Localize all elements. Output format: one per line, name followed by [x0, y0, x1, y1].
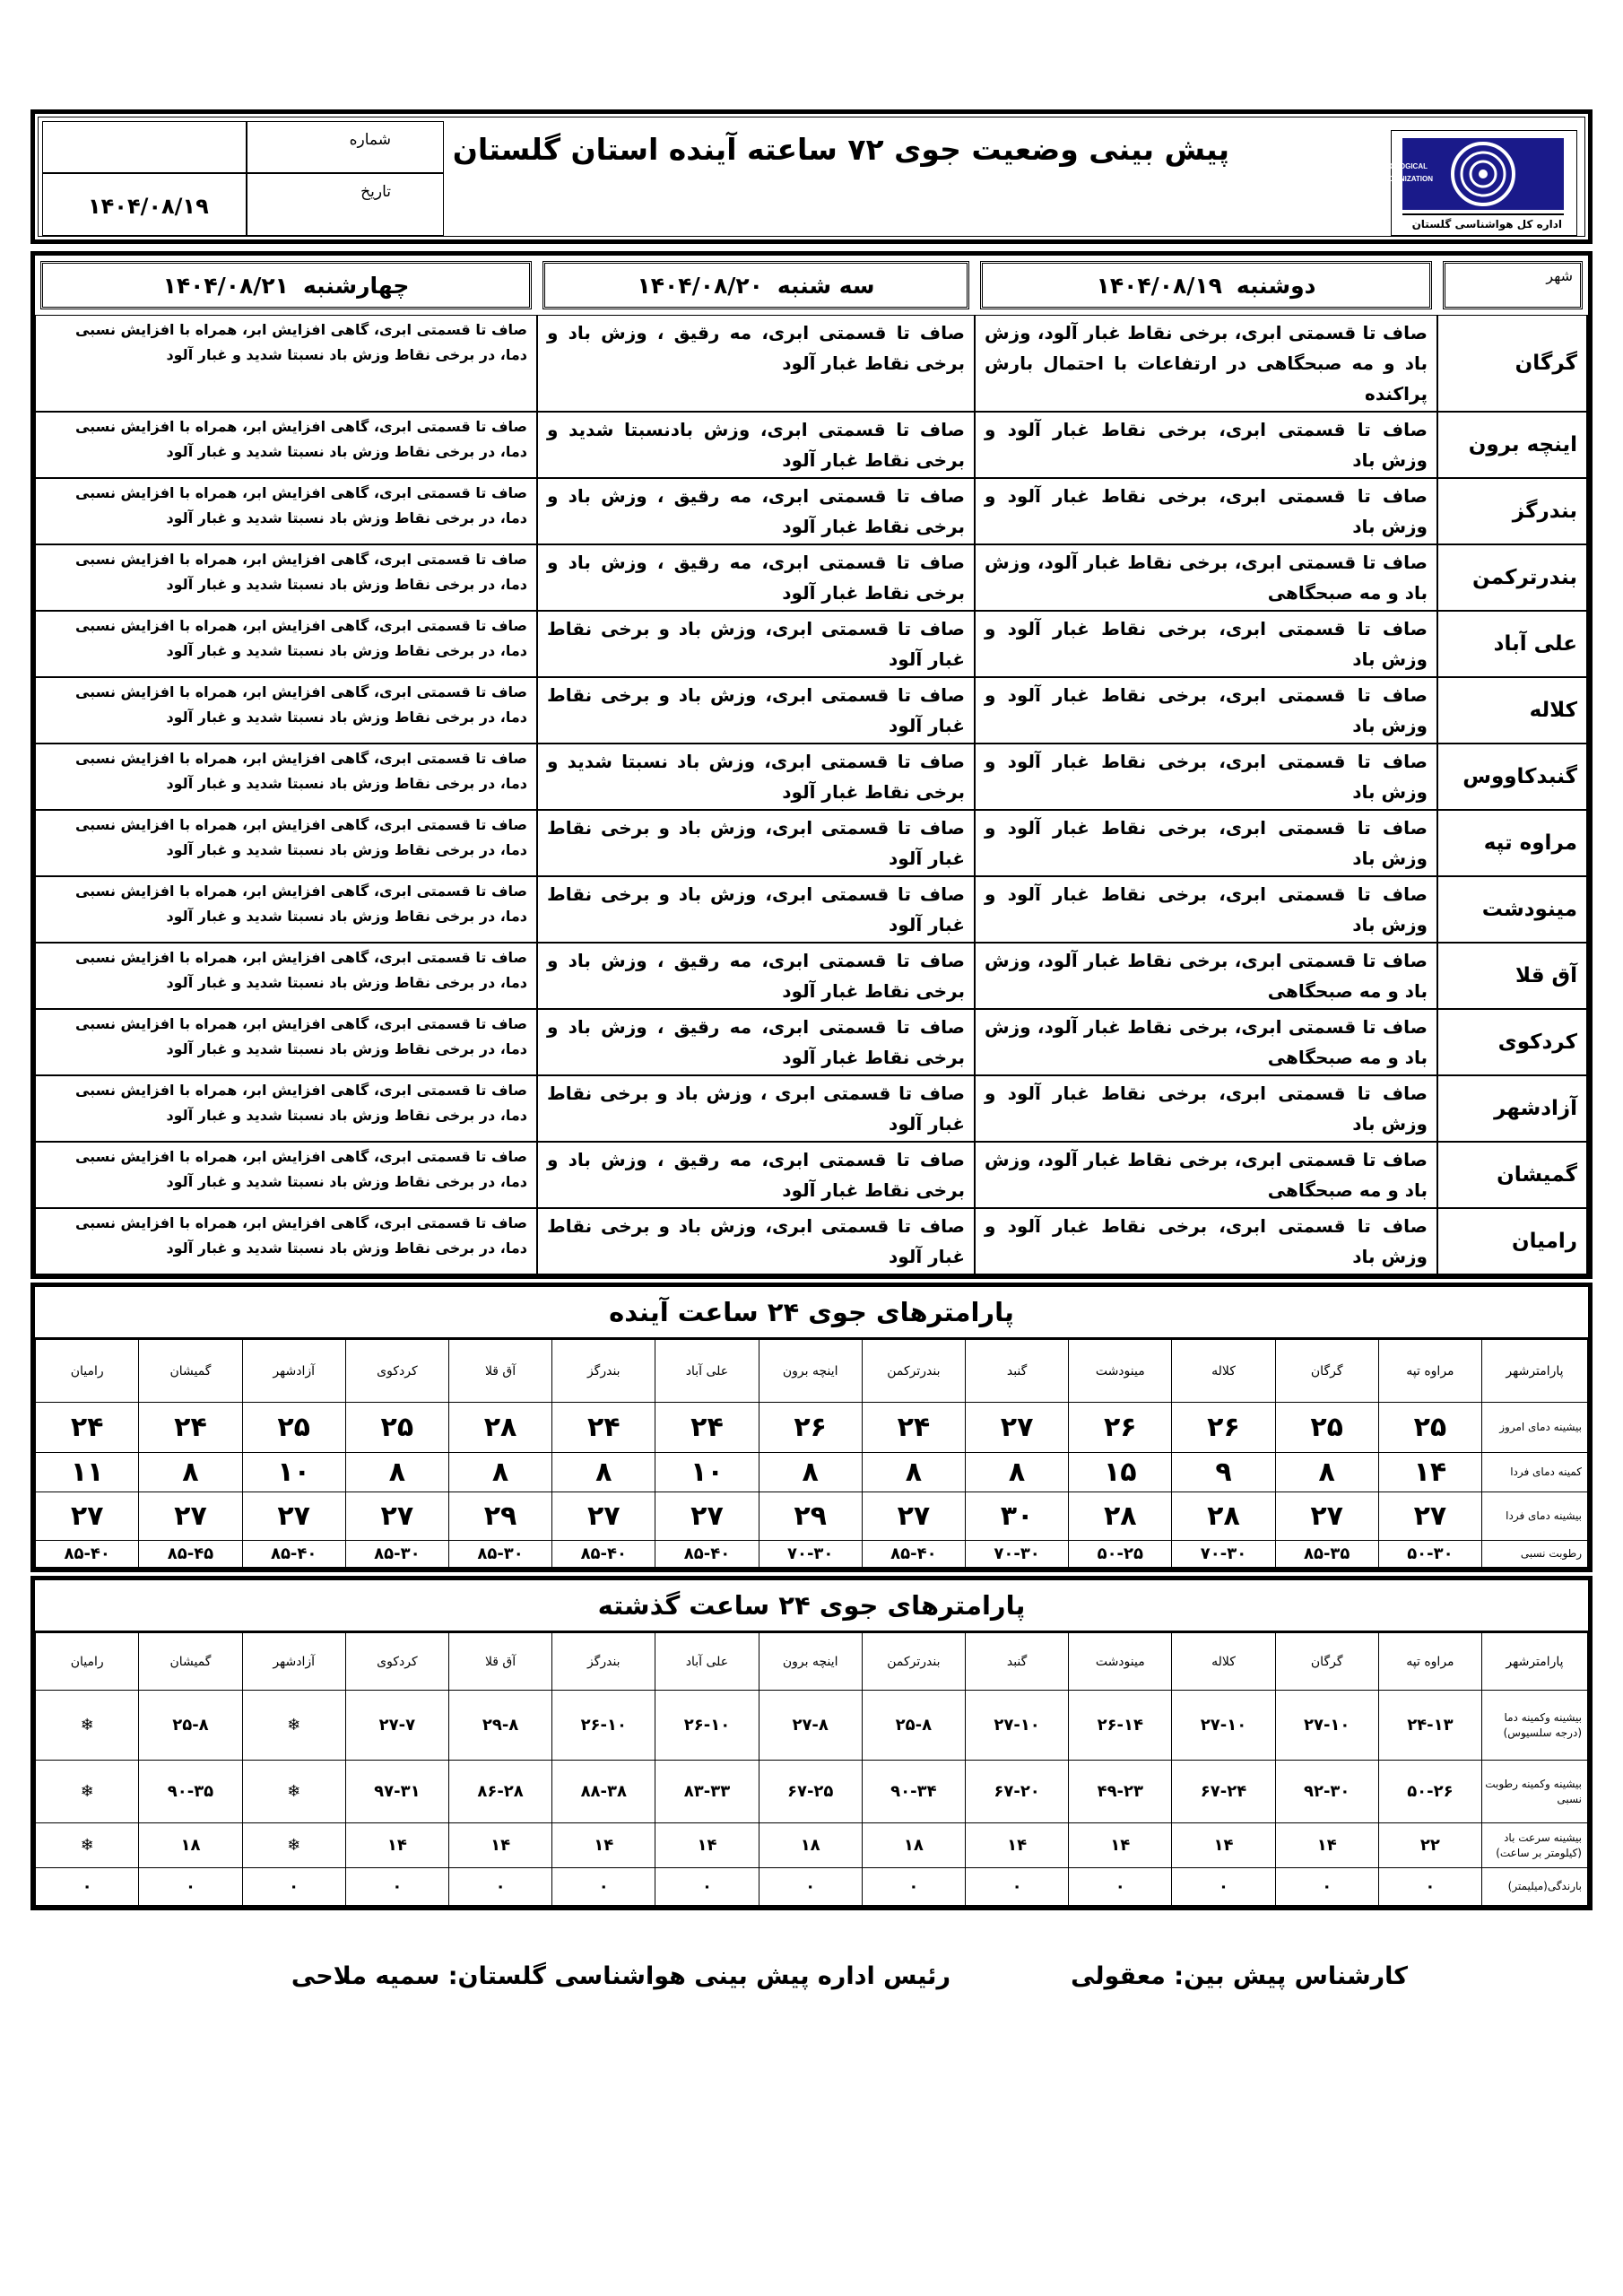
parameter-value: ۲۴: [862, 1403, 965, 1453]
forecast-d3: صاف تا قسمتی ابری، گاهی افزایش ابر، همراه با افزایش نسبی دما، در برخی نقاط وزش باد نسبتا شدید و غبار آلود: [35, 412, 537, 478]
meteorological-organization-logo-icon: [1358, 131, 1576, 235]
forecast-d1: صاف تا قسمتی ابری، برخی نقاط غبار آلود، وزش باد و مه صبحگاهی در ارتفاعات با احتمال بارش پراکنده: [975, 315, 1437, 412]
forecast-row: [35, 478, 1588, 544]
date-label-cell: [247, 173, 444, 236]
forecast-d2: صاف تا قسمتی ابری، مه رقیق ، وزش باد و برخی نقاط غبار آلود: [537, 1142, 975, 1208]
parameter-value: ❄: [36, 1761, 139, 1823]
parameter-value: ۲۷: [552, 1492, 655, 1541]
parameter-value: ۸۵-۴۰: [36, 1541, 139, 1568]
parameter-value: ۹: [1172, 1453, 1275, 1492]
date-label: تاریخ: [360, 183, 391, 201]
parameter-value: ۸: [448, 1453, 551, 1492]
forecast-d2: صاف تا قسمتی ابری، وزش باد و برخی نقاط غبار آلود: [537, 876, 975, 943]
forecast-d2: صاف تا قسمتی ابری، مه رقیق ، وزش باد و برخی نقاط غبار آلود: [537, 544, 975, 611]
parameter-value: ۸۵-۳۵: [1275, 1541, 1378, 1568]
parameter-value: ۸۵-۴۵: [139, 1541, 242, 1568]
city-name: اینچه برون: [1437, 412, 1588, 478]
parameter-value: ۲۶: [1172, 1403, 1275, 1453]
city-column-header: علی آباد: [655, 1340, 759, 1403]
city-column-header: اینچه برون: [759, 1340, 862, 1403]
city-column-header: اینچه برون: [759, 1633, 862, 1691]
parameter-value: ۷۰-۳۰: [965, 1541, 1068, 1568]
parameter-value: ۵۰-۲۶: [1378, 1761, 1481, 1823]
parameter-label: بارندگی(میلیمتر): [1482, 1868, 1588, 1906]
parameter-value: ۰: [552, 1868, 655, 1906]
parameter-value: ۷۰-۳۰: [759, 1541, 862, 1568]
parameter-row: [36, 1761, 1588, 1823]
parameter-value: ۱۴: [965, 1823, 1068, 1868]
parameter-value: ۱۰: [655, 1453, 759, 1492]
forecaster-signature: کارشناس پیش بین: معقولی: [1071, 1962, 1408, 1990]
svg-text:اداره کل هواشناسی گلستان: اداره کل هواشناسی گلستان: [1411, 218, 1562, 230]
parameter-value: ۲۶-۱۰: [552, 1691, 655, 1761]
day-3-header: [35, 256, 537, 315]
parameter-value: ۸: [552, 1453, 655, 1492]
forecast-d3: صاف تا قسمتی ابری، گاهی افزایش ابر، همراه با افزایش نسبی دما، در برخی نقاط وزش باد نسبتا شدید و غبار آلود: [35, 876, 537, 943]
parameter-value: ۸۵-۳۰: [448, 1541, 551, 1568]
city-column-header: آزادشهر: [242, 1340, 345, 1403]
forecast-d1: صاف تا قسمتی ابری، برخی نقاط غبار آلود و وزش باد: [975, 1208, 1437, 1274]
city-name: گنبدکاووس: [1437, 744, 1588, 810]
forecast-row: [35, 1075, 1588, 1142]
parameter-value: ۰: [1172, 1868, 1275, 1906]
parameter-value: ۸: [1275, 1453, 1378, 1492]
parameter-value: ۰: [862, 1868, 965, 1906]
day-2-header: [537, 256, 975, 315]
parameter-value: ۲۷: [862, 1492, 965, 1541]
parameter-value: ۱۱: [36, 1453, 139, 1492]
city-column-header: گنبد: [965, 1340, 1068, 1403]
past-24h-title: پارامترهای جوی ۲۴ ساعت گذشته: [35, 1580, 1588, 1632]
city-column-header: مینودشت: [1069, 1340, 1172, 1403]
parameter-value: ۸: [345, 1453, 448, 1492]
forecast-d3: صاف تا قسمتی ابری، گاهی افزایش ابر، همراه با افزایش نسبی دما، در برخی نقاط وزش باد نسبتا شدید و غبار آلود: [35, 810, 537, 876]
city-column-header: مراوه تپه: [1378, 1633, 1481, 1691]
forecast-d1: صاف تا قسمتی ابری، برخی نقاط غبار آلود و وزش باد: [975, 876, 1437, 943]
parameter-value: ❄: [36, 1691, 139, 1761]
city-column-header: گرگان: [1275, 1633, 1378, 1691]
signatures: [0, 1962, 1623, 1998]
logo: [1358, 130, 1577, 236]
number-label: شماره: [349, 131, 391, 149]
parameter-value: ۲۵-۸: [862, 1691, 965, 1761]
parameter-value: ۱۴: [1275, 1823, 1378, 1868]
parameter-value: ۰: [1378, 1868, 1481, 1906]
forecast-d1: صاف تا قسمتی ابری، برخی نقاط غبار آلود و وزش باد: [975, 744, 1437, 810]
forecast-d2: صاف تا قسمتی ابری، مه رقیق ، وزش باد و برخی نقاط غبار آلود: [537, 315, 975, 412]
forecast-d1: صاف تا قسمتی ابری، برخی نقاط غبار آلود و وزش باد: [975, 1075, 1437, 1142]
forecast-d2: صاف تا قسمتی ابری، وزش باد و برخی نقاط غبار آلود: [537, 677, 975, 744]
parameter-value: ۸۵-۴۰: [242, 1541, 345, 1568]
parameter-value: ۱۴: [1172, 1823, 1275, 1868]
past-24h-parameters-table: [30, 1576, 1593, 1910]
date-value-cell: [42, 173, 247, 236]
parameter-value: ۲۹: [448, 1492, 551, 1541]
day-3-name: چهارشنبه: [302, 272, 410, 299]
parameter-value: ۲۷: [36, 1492, 139, 1541]
forecast-d1: صاف تا قسمتی ابری، برخی نقاط غبار آلود، وزش باد و مه صبحگاهی: [975, 544, 1437, 611]
forecast-d3: صاف تا قسمتی ابری، گاهی افزایش ابر، همراه با افزایش نسبی دما، در برخی نقاط وزش باد نسبتا شدید و غبار آلود: [35, 544, 537, 611]
parameter-label: بیشینه سرعت باد (کیلومتر بر ساعت): [1482, 1823, 1588, 1868]
parameter-value: ۲۷: [1275, 1492, 1378, 1541]
city-column-header: گمیشان: [139, 1633, 242, 1691]
city-name: گمیشان: [1437, 1142, 1588, 1208]
forecast-d1: صاف تا قسمتی ابری، برخی نقاط غبار آلود و وزش باد: [975, 478, 1437, 544]
parameter-value: ۴۹-۲۳: [1069, 1761, 1172, 1823]
parameter-value: ۹۲-۳۰: [1275, 1761, 1378, 1823]
parameter-value: ۲۷: [965, 1403, 1068, 1453]
corner-cell: پارامترشهر: [1482, 1340, 1588, 1403]
city-column-header: [1437, 256, 1588, 315]
parameter-value: ۰: [1069, 1868, 1172, 1906]
parameter-value: ۱۴: [552, 1823, 655, 1868]
city-column-header: کلاله: [1172, 1340, 1275, 1403]
parameter-value: ۸۶-۲۸: [448, 1761, 551, 1823]
parameter-label: بیشینه دمای فردا: [1482, 1492, 1588, 1541]
parameter-value: ۲۴: [36, 1403, 139, 1453]
parameter-value: ۰: [965, 1868, 1068, 1906]
parameter-value: ۰: [1275, 1868, 1378, 1906]
forecast-d3: صاف تا قسمتی ابری، گاهی افزایش ابر، همراه با افزایش نسبی دما، در برخی نقاط وزش باد نسبتا شدید و غبار آلود: [35, 315, 537, 412]
parameter-value: ۸: [965, 1453, 1068, 1492]
parameter-value: ۸۵-۳۰: [345, 1541, 448, 1568]
forecast-row: [35, 1208, 1588, 1274]
parameter-row: [36, 1868, 1588, 1906]
parameter-value: ۸۸-۳۸: [552, 1761, 655, 1823]
parameter-value: ۲۴-۱۳: [1378, 1691, 1481, 1761]
svg-text:ORGANIZATION: ORGANIZATION: [1377, 175, 1433, 183]
forecast-d1: صاف تا قسمتی ابری، برخی نقاط غبار آلود، وزش باد و مه صبحگاهی: [975, 943, 1437, 1009]
parameter-value: ۱۴: [345, 1823, 448, 1868]
corner-cell: پارامترشهر: [1482, 1633, 1588, 1691]
city-column-header: رامیان: [36, 1633, 139, 1691]
forecast-row: [35, 810, 1588, 876]
svg-text:METEOROLOGICAL: METEOROLOGICAL: [1358, 162, 1428, 170]
parameter-value: ۲۴: [139, 1403, 242, 1453]
parameter-value: ۲۶-۱۴: [1069, 1691, 1172, 1761]
parameter-label: رطوبت نسبی: [1482, 1541, 1588, 1568]
city-column-header: بندرگز: [552, 1340, 655, 1403]
city-column-header: رامیان: [36, 1340, 139, 1403]
forecast-row: [35, 611, 1588, 677]
parameter-value: ۱۸: [862, 1823, 965, 1868]
parameter-value: ۱۸: [139, 1823, 242, 1868]
parameter-value: ۸: [759, 1453, 862, 1492]
next-24h-title: پارامترهای جوی ۲۴ ساعت آینده: [35, 1287, 1588, 1339]
forecast-d3: صاف تا قسمتی ابری، گاهی افزایش ابر، همراه با افزایش نسبی دما، در برخی نقاط وزش باد نسبتا شدید و غبار آلود: [35, 611, 537, 677]
forecast-row: [35, 315, 1588, 412]
number-value-cell: [42, 121, 247, 173]
parameter-value: ۲۹: [759, 1492, 862, 1541]
day-1-name: دوشنبه: [1236, 272, 1316, 299]
parameter-value: ۸۵-۴۰: [552, 1541, 655, 1568]
parameter-value: ۰: [655, 1868, 759, 1906]
city-column-header: کردکوی: [345, 1340, 448, 1403]
parameter-value: ❄: [242, 1761, 345, 1823]
city-name: کلاله: [1437, 677, 1588, 744]
parameter-value: ۲۷: [1378, 1492, 1481, 1541]
forecast-d2: صاف تا قسمتی ابری، مه رقیق ، وزش باد و برخی نقاط غبار آلود: [537, 1009, 975, 1075]
parameter-value: ۲۵: [1275, 1403, 1378, 1453]
forecast-row: [35, 412, 1588, 478]
city-name: کردکوی: [1437, 1009, 1588, 1075]
parameter-row: [36, 1453, 1588, 1492]
parameter-value: ۲۵-۸: [139, 1691, 242, 1761]
forecast-d1: صاف تا قسمتی ابری، برخی نقاط غبار آلود و وزش باد: [975, 810, 1437, 876]
city-name: مینودشت: [1437, 876, 1588, 943]
city-column-header: گنبد: [965, 1633, 1068, 1691]
parameter-value: ۲۸: [448, 1403, 551, 1453]
parameter-value: ۳۰: [965, 1492, 1068, 1541]
forecast-row: [35, 1009, 1588, 1075]
city-name: علی آباد: [1437, 611, 1588, 677]
parameter-value: ۷۰-۳۰: [1172, 1541, 1275, 1568]
parameter-row: [36, 1492, 1588, 1541]
forecast-d3: صاف تا قسمتی ابری، گاهی افزایش ابر، همراه با افزایش نسبی دما، در برخی نقاط وزش باد نسبتا شدید و غبار آلود: [35, 744, 537, 810]
parameter-value: ۲۸: [1172, 1492, 1275, 1541]
city-column-header: مراوه تپه: [1378, 1340, 1481, 1403]
parameter-label: بیشینه وکمینه رطوبت نسبی: [1482, 1761, 1588, 1823]
parameter-value: ۲۷-۱۰: [965, 1691, 1068, 1761]
parameter-row: [36, 1691, 1588, 1761]
parameter-value: ❄: [242, 1823, 345, 1868]
forecast-d1: صاف تا قسمتی ابری، برخی نقاط غبار آلود و وزش باد: [975, 677, 1437, 744]
day-1-header: [975, 256, 1437, 315]
forecast-d2: صاف تا قسمتی ابری، وزش باد و برخی نقاط غبار آلود: [537, 1208, 975, 1274]
forecast-d3: صاف تا قسمتی ابری، گاهی افزایش ابر، همراه با افزایش نسبی دما، در برخی نقاط وزش باد نسبتا شدید و غبار آلود: [35, 1208, 537, 1274]
page-title: پیش بینی وضعیت جوی ۷۲ ساعته آینده استان گلستان: [452, 132, 1229, 167]
forecast-d2: صاف تا قسمتی ابری ، وزش باد و برخی نقاط غبار آلود: [537, 1075, 975, 1142]
day-2-name: سه شنبه: [777, 272, 875, 299]
city-name: بندرترکمن: [1437, 544, 1588, 611]
parameter-value: ۰: [242, 1868, 345, 1906]
parameter-value: ۲۶-۱۰: [655, 1691, 759, 1761]
forecast-row: [35, 876, 1588, 943]
forecast-d1: صاف تا قسمتی ابری، برخی نقاط غبار آلود و وزش باد: [975, 611, 1437, 677]
parameter-label: بیشینه دمای امروز: [1482, 1403, 1588, 1453]
city-column-header: آق قلا: [448, 1633, 551, 1691]
forecast-d3: صاف تا قسمتی ابری، گاهی افزایش ابر، همراه با افزایش نسبی دما، در برخی نقاط وزش باد نسبتا شدید و غبار آلود: [35, 943, 537, 1009]
forecast-d3: صاف تا قسمتی ابری، گاهی افزایش ابر، همراه با افزایش نسبی دما، در برخی نقاط وزش باد نسبتا شدید و غبار آلود: [35, 677, 537, 744]
day-3-date: ۱۴۰۴/۰۸/۲۱: [162, 272, 289, 299]
forecast-row: [35, 677, 1588, 744]
parameter-value: ۲۷-۸: [759, 1691, 862, 1761]
parameter-value: ۰: [36, 1868, 139, 1906]
parameter-value: ۱۵: [1069, 1453, 1172, 1492]
city-name: بندرگز: [1437, 478, 1588, 544]
parameter-value: ۲۷: [655, 1492, 759, 1541]
parameter-value: ۲۵: [1378, 1403, 1481, 1453]
forecast-d2: صاف تا قسمتی ابری، وزش باد و برخی نقاط غبار آلود: [537, 611, 975, 677]
parameter-value: ۹۷-۳۱: [345, 1761, 448, 1823]
document-page: [30, 109, 1593, 1910]
forecast-d2: صاف تا قسمتی ابری، وزش بادنسبتا شدید و برخی نقاط غبار آلود: [537, 412, 975, 478]
forecast-row: [35, 744, 1588, 810]
forecast-d1: صاف تا قسمتی ابری، برخی نقاط غبار آلود، وزش باد و مه صبحگاهی: [975, 1142, 1437, 1208]
forecast-d2: صاف تا قسمتی ابری، مه رقیق ، وزش باد و برخی نقاط غبار آلود: [537, 943, 975, 1009]
city-name: مراوه تپه: [1437, 810, 1588, 876]
parameter-value: ۱۴: [1069, 1823, 1172, 1868]
parameter-value: ۲۷-۱۰: [1275, 1691, 1378, 1761]
parameter-value: ۲۷: [242, 1492, 345, 1541]
parameter-value: ۱۴: [1378, 1453, 1481, 1492]
parameter-value: ۲۲: [1378, 1823, 1481, 1868]
parameter-value: ۲۹-۸: [448, 1691, 551, 1761]
parameter-value: ۹۰-۳۴: [862, 1761, 965, 1823]
parameter-value: ۶۷-۲۴: [1172, 1761, 1275, 1823]
parameter-value: ۸۵-۴۰: [862, 1541, 965, 1568]
city-column-header: آق قلا: [448, 1340, 551, 1403]
chief-signature: رئیس اداره پیش بینی هواشناسی گلستان: سمیه ملاحی: [291, 1962, 950, 1990]
city-column-header: بندرترکمن: [862, 1340, 965, 1403]
city-column-header: بندرگز: [552, 1633, 655, 1691]
parameter-value: ❄: [242, 1691, 345, 1761]
parameter-row: [36, 1403, 1588, 1453]
parameter-value: ۲۷-۱۰: [1172, 1691, 1275, 1761]
parameter-value: ۹۰-۳۵: [139, 1761, 242, 1823]
next-24h-parameters-table: [30, 1283, 1593, 1572]
parameter-value: ۵۰-۳۰: [1378, 1541, 1481, 1568]
parameter-label: بیشینه وکمینه دما (درجه سلسیوس): [1482, 1691, 1588, 1761]
city-column-header: مینودشت: [1069, 1633, 1172, 1691]
city-column-header: کلاله: [1172, 1633, 1275, 1691]
forecast-d2: صاف تا قسمتی ابری، وزش باد نسبتا شدید و برخی نقاط غبار آلود: [537, 744, 975, 810]
forecast-d1: صاف تا قسمتی ابری، برخی نقاط غبار آلود و وزش باد: [975, 412, 1437, 478]
parameter-value: ۶۷-۲۰: [965, 1761, 1068, 1823]
forecast-row: [35, 943, 1588, 1009]
parameter-value: ۰: [448, 1868, 551, 1906]
parameter-value: ۲۵: [242, 1403, 345, 1453]
city-column-header: کردکوی: [345, 1633, 448, 1691]
forecast-d2: صاف تا قسمتی ابری، وزش باد و برخی نقاط غبار آلود: [537, 810, 975, 876]
city-header-label: شهر: [1546, 267, 1573, 284]
parameter-value: ۲۵: [345, 1403, 448, 1453]
parameter-value: ۸۵-۴۰: [655, 1541, 759, 1568]
parameter-value: ۲۶: [759, 1403, 862, 1453]
forecast-d3: صاف تا قسمتی ابری، گاهی افزایش ابر، همراه با افزایش نسبی دما، در برخی نقاط وزش باد نسبتا شدید و غبار آلود: [35, 478, 537, 544]
day-2-date: ۱۴۰۴/۰۸/۲۰: [637, 272, 763, 299]
parameter-value: ۲۴: [655, 1403, 759, 1453]
forecast-d1: صاف تا قسمتی ابری، برخی نقاط غبار آلود، وزش باد و مه صبحگاهی: [975, 1009, 1437, 1075]
parameter-value: ۲۷-۷: [345, 1691, 448, 1761]
parameter-value: ۶۷-۲۵: [759, 1761, 862, 1823]
parameter-value: ۰: [345, 1868, 448, 1906]
parameter-row: [36, 1541, 1588, 1568]
document-header: [30, 109, 1593, 244]
issue-date: ۱۴۰۴/۰۸/۱۹: [88, 194, 209, 219]
parameter-value: ۸: [139, 1453, 242, 1492]
parameter-value: ۱۴: [448, 1823, 551, 1868]
parameter-value: ۸۳-۳۳: [655, 1761, 759, 1823]
forecast-d3: صاف تا قسمتی ابری، گاهی افزایش ابر، همراه با افزایش نسبی دما، در برخی نقاط وزش باد نسبتا شدید و غبار آلود: [35, 1009, 537, 1075]
parameter-value: ۱۰: [242, 1453, 345, 1492]
number-label-cell: [247, 121, 444, 173]
city-name: رامیان: [1437, 1208, 1588, 1274]
forecast-d3: صاف تا قسمتی ابری، گاهی افزایش ابر، همراه با افزایش نسبی دما، در برخی نقاط وزش باد نسبتا شدید و غبار آلود: [35, 1142, 537, 1208]
parameter-value: ۲۷: [139, 1492, 242, 1541]
parameter-row: [36, 1823, 1588, 1868]
city-name: آق قلا: [1437, 943, 1588, 1009]
parameter-value: ۲۷: [345, 1492, 448, 1541]
forecast-row: [35, 1142, 1588, 1208]
forecast-d2: صاف تا قسمتی ابری، مه رقیق ، وزش باد و برخی نقاط غبار آلود: [537, 478, 975, 544]
parameter-value: ❄: [36, 1823, 139, 1868]
forecast-d3: صاف تا قسمتی ابری، گاهی افزایش ابر، همراه با افزایش نسبی دما، در برخی نقاط وزش باد نسبتا شدید و غبار آلود: [35, 1075, 537, 1142]
city-column-header: گرگان: [1275, 1340, 1378, 1403]
parameter-value: ۸: [862, 1453, 965, 1492]
city-column-header: بندرترکمن: [862, 1633, 965, 1691]
parameter-value: ۰: [139, 1868, 242, 1906]
forecast-row: [35, 544, 1588, 611]
parameter-value: ۵۰-۲۵: [1069, 1541, 1172, 1568]
parameter-value: ۲۸: [1069, 1492, 1172, 1541]
city-name: گرگان: [1437, 315, 1588, 412]
city-column-header: گمیشان: [139, 1340, 242, 1403]
city-name: آزادشهر: [1437, 1075, 1588, 1142]
parameter-value: ۲۴: [552, 1403, 655, 1453]
parameter-value: ۰: [759, 1868, 862, 1906]
forecast-72h-table: [30, 251, 1593, 1279]
parameter-value: ۲۶: [1069, 1403, 1172, 1453]
day-1-date: ۱۴۰۴/۰۸/۱۹: [1096, 272, 1222, 299]
city-column-header: علی آباد: [655, 1633, 759, 1691]
parameter-value: ۱۴: [655, 1823, 759, 1868]
parameter-label: کمینه دمای فردا: [1482, 1453, 1588, 1492]
parameter-value: ۱۸: [759, 1823, 862, 1868]
city-column-header: آزادشهر: [242, 1633, 345, 1691]
